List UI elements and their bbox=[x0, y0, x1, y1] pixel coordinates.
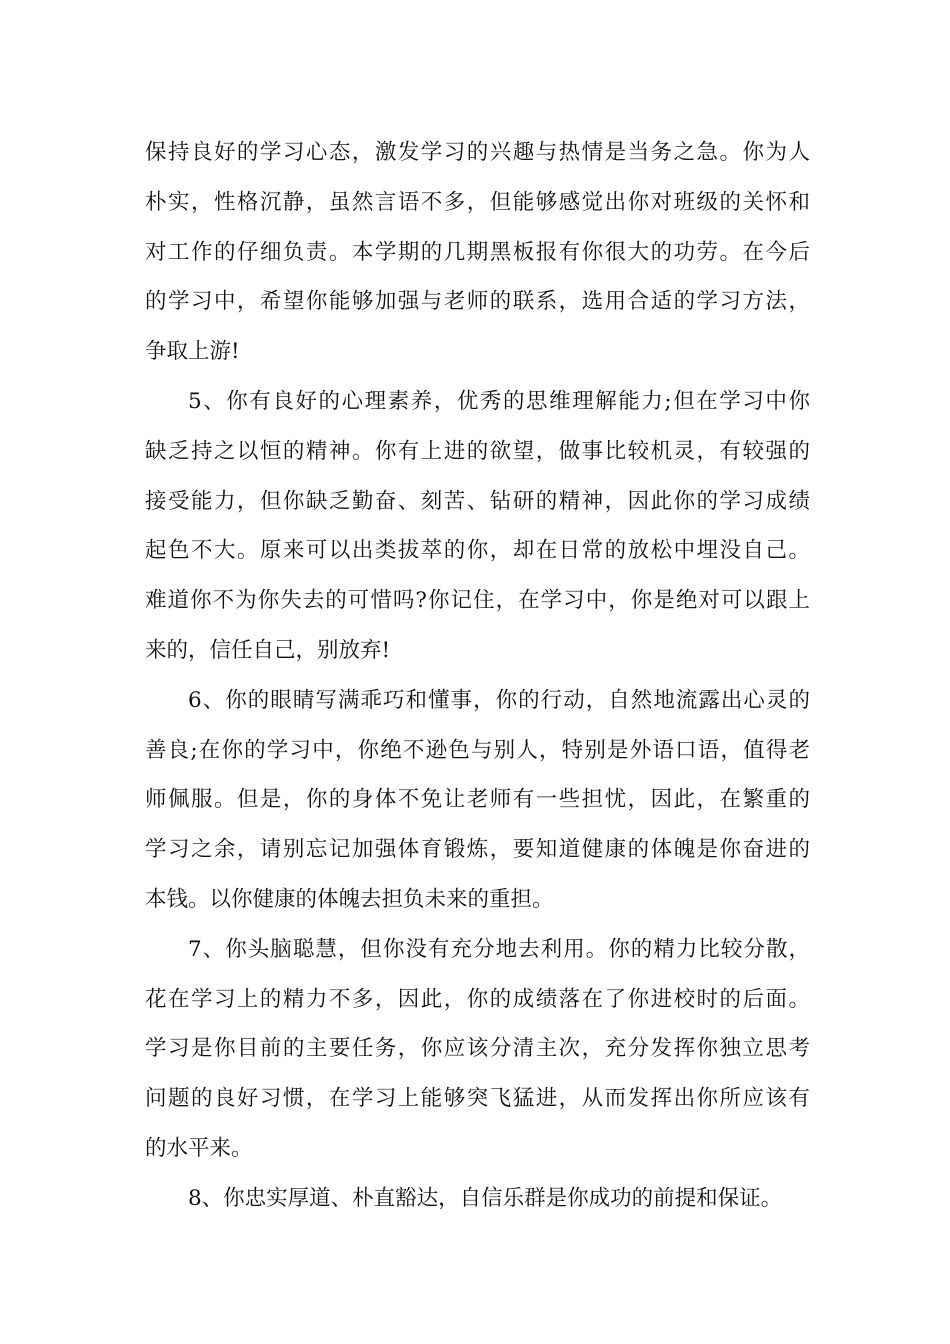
text-line: 师佩服。但是，你的身体不免让老师有一些担忧，因此，在繁重的 bbox=[145, 787, 810, 813]
text-line: 争取上游! bbox=[145, 339, 240, 365]
text-line: 学习是你目前的主要任务，你应该分清主次，充分发挥你独立思考 bbox=[145, 1036, 810, 1062]
text-line: 问题的良好习惯，在学习上能够突飞猛进，从而发挥出你所应该有 bbox=[145, 1086, 810, 1112]
text-line: 难道你不为你失去的可惜吗?你记住，在学习中，你是绝对可以跟上 bbox=[145, 588, 810, 614]
text-line: 缺乏持之以恒的精神。你有上进的欲望，做事比较机灵，有较强的 bbox=[145, 438, 810, 464]
text-line: 本钱。以你健康的体魄去担负未来的重担。 bbox=[145, 886, 554, 912]
text-line: 的学习中，希望你能够加强与老师的联系，选用合适的学习方法， bbox=[145, 289, 810, 315]
text-line: 5、你有良好的心理素养，优秀的思维理解能力;但在学习中你 bbox=[188, 388, 810, 414]
paragraph-4-continuation bbox=[145, 128, 810, 377]
text-line: 朴实，性格沉静，虽然言语不多，但能够感觉出你对班级的关怀和 bbox=[145, 189, 810, 215]
text-line: 花在学习上的精力不多，因此，你的成绩落在了你进校时的后面。 bbox=[145, 986, 810, 1012]
text-line: 来的，信任自己，别放弃! bbox=[145, 637, 391, 663]
text-line: 6、你的眼睛写满乖巧和懂事，你的行动，自然地流露出心灵的 bbox=[188, 687, 810, 713]
text-line: 善良;在你的学习中，你绝不逊色与别人，特别是外语口语，值得老 bbox=[145, 737, 810, 763]
text-line: 保持良好的学习心态，激发学习的兴趣与热情是当务之急。你为人 bbox=[145, 140, 810, 165]
text-line: 的水平来。 bbox=[145, 1135, 253, 1161]
paragraph-5 bbox=[145, 377, 810, 676]
document-body bbox=[145, 128, 810, 1224]
text-line: 对工作的仔细负责。本学期的几期黑板报有你很大的功劳。在今后 bbox=[145, 239, 810, 265]
text-line: 7、你头脑聪慧，但你没有充分地去利用。你的精力比较分散， bbox=[188, 936, 810, 962]
paragraph-7 bbox=[145, 925, 810, 1174]
text-line: 8、你忠实厚道、朴直豁达，自信乐群是你成功的前提和保证。 bbox=[188, 1185, 783, 1211]
paragraph-8 bbox=[145, 1174, 810, 1224]
text-line: 接受能力，但你缺乏勤奋、刻苦、钻研的精神，因此你的学习成绩 bbox=[145, 488, 810, 514]
text-line: 学习之余，请别忘记加强体育锻炼，要知道健康的体魄是你奋进的 bbox=[145, 837, 810, 863]
text-line: 起色不大。原来可以出类拔萃的你，却在日常的放松中埋没自己。 bbox=[145, 538, 810, 564]
paragraph-6 bbox=[145, 676, 810, 925]
